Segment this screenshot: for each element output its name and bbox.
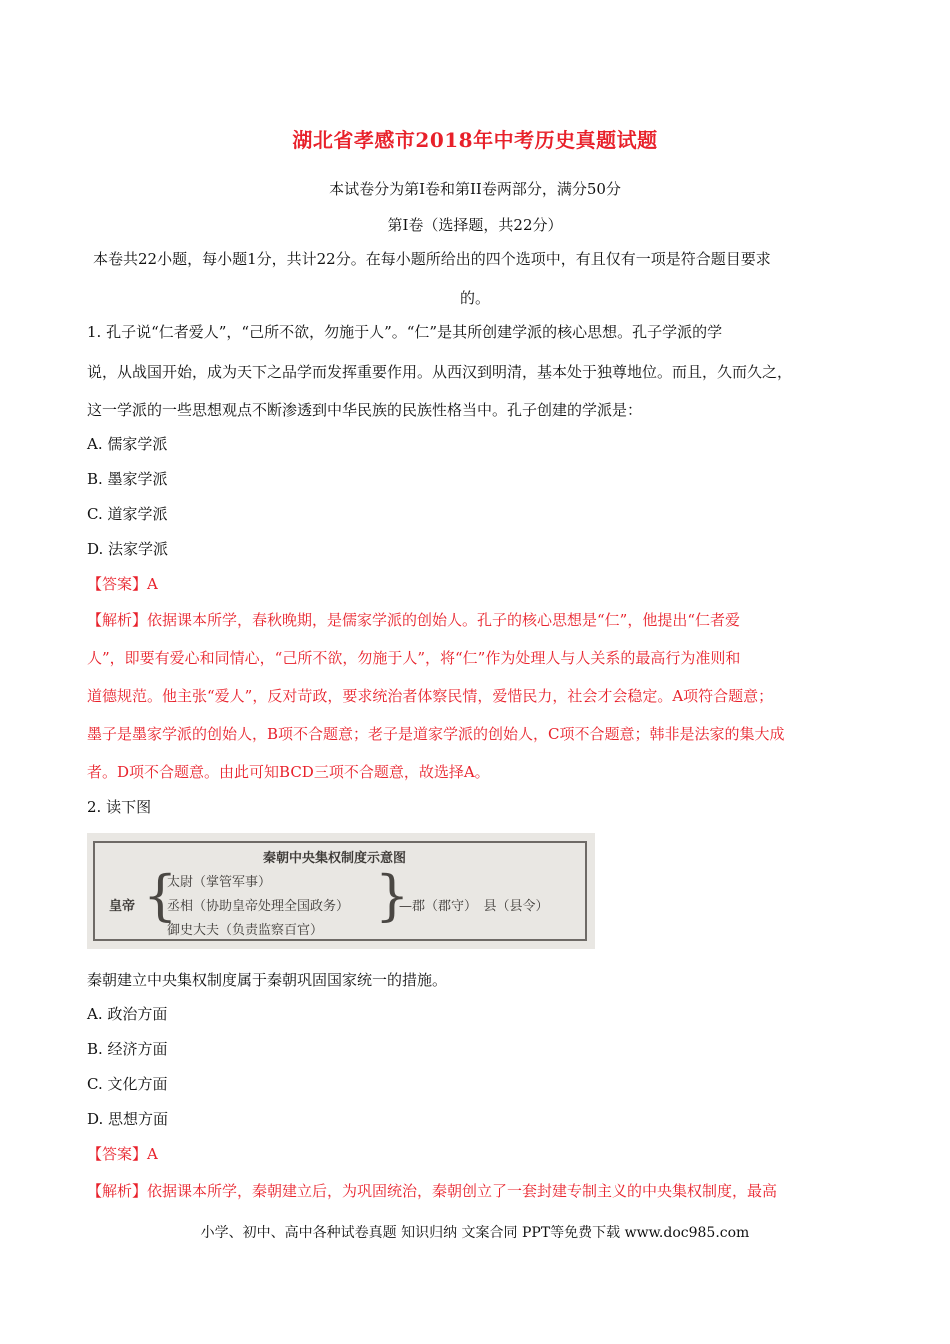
section-heading: 第I卷（选择题，共22分）: [387, 216, 563, 234]
q2-option-a: A. 政治方面: [87, 1005, 168, 1023]
right-brace-icon: }: [375, 864, 410, 927]
left-brace-icon: {: [143, 864, 178, 927]
q1-option-c: C. 道家学派: [87, 505, 168, 523]
diagram-row-yushi: 御史大夫（负责监察百官）: [167, 923, 324, 938]
q1-analysis-line-5: 者。D项不合题意。由此可知BCD三项不合题意，故选择A。: [87, 763, 490, 781]
q1-analysis-line-1: 【解析】依据课本所学，春秋晚期，是儒家学派的创始人。孔子的核心思想是“仁”，他提出“仁者爱: [87, 611, 741, 629]
diagram-local-levels: —郡（郡守） 县（县令）: [399, 899, 549, 914]
q2-analysis-line-1: 【解析】依据课本所学，秦朝建立后，为巩固统治，秦朝创立了一套封建专制主义的中央集权制度，最高: [87, 1182, 778, 1200]
q1-option-b: B. 墨家学派: [87, 470, 168, 488]
q2-option-b: B. 经济方面: [87, 1040, 168, 1058]
instruction-line-2: 的。: [459, 289, 490, 307]
q1-stem-line-3: 这一学派的一些思想观点不断渗透到中华民族的民族性格当中。孔子创建的学派是：: [87, 401, 643, 419]
q1-stem-line-2: 说，从战国开始，成为天下之品学而发挥重要作用。从西汉到明清，基本处于独尊地位。而且，久而久之，: [87, 363, 793, 381]
q1-answer: 【答案】A: [87, 575, 158, 593]
q2-stem: 2. 读下图: [87, 798, 152, 816]
q2-answer: 【答案】A: [87, 1145, 158, 1163]
q1-analysis-line-3: 道德规范。他主张“爱人”，反对苛政，要求统治者体察民情，爱惜民力，社会才会稳定。A项符合题意；: [87, 687, 774, 705]
q1-option-a: A. 儒家学派: [87, 435, 168, 453]
diagram-emperor: 皇帝: [109, 899, 136, 914]
diagram-title: 秦朝中央集权制度示意图: [263, 851, 407, 866]
diagram-row-chengxiang: 丞相（协助皇帝处理全国政务）: [167, 899, 350, 914]
instruction-line-1: 本卷共22小题，每小题1分，共计22分。在每小题所给出的四个选项中，有且仅有一项是符合题目要求: [93, 250, 771, 268]
q1-analysis-line-2: 人”，即要有爱心和同情心，“己所不欲，勿施于人”，将“仁”作为处理人与人关系的最高行为准则和: [87, 649, 741, 667]
page-footer: 小学、初中、高中各种试卷真题 知识归纳 文案合同 PPT等免费下载 www.doc985.com: [200, 1225, 750, 1241]
page-title: 湖北省孝感市2018年中考历史真题试题: [292, 128, 658, 152]
q2-question: 秦朝建立中央集权制度属于秦朝巩固国家统一的措施。: [87, 971, 448, 989]
paper-structure-note: 本试卷分为第I卷和第II卷两部分，满分50分: [329, 180, 621, 198]
qin-centralization-diagram: [87, 833, 595, 949]
q1-analysis-line-4: 墨子是墨家学派的创始人，B项不合题意；老子是道家学派的创始人，C项不合题意；韩非是法家的集大成: [87, 725, 785, 743]
q2-option-d: D. 思想方面: [87, 1110, 169, 1128]
q1-option-d: D. 法家学派: [87, 540, 169, 558]
diagram-row-taiwei: 太尉（掌管军事）: [167, 875, 272, 890]
q2-option-c: C. 文化方面: [87, 1075, 168, 1093]
q1-stem-line-1: 1. 孔子说“仁者爱人”，“己所不欲，勿施于人”。“仁”是其所创建学派的核心思想。孔子学派的学: [87, 323, 723, 341]
